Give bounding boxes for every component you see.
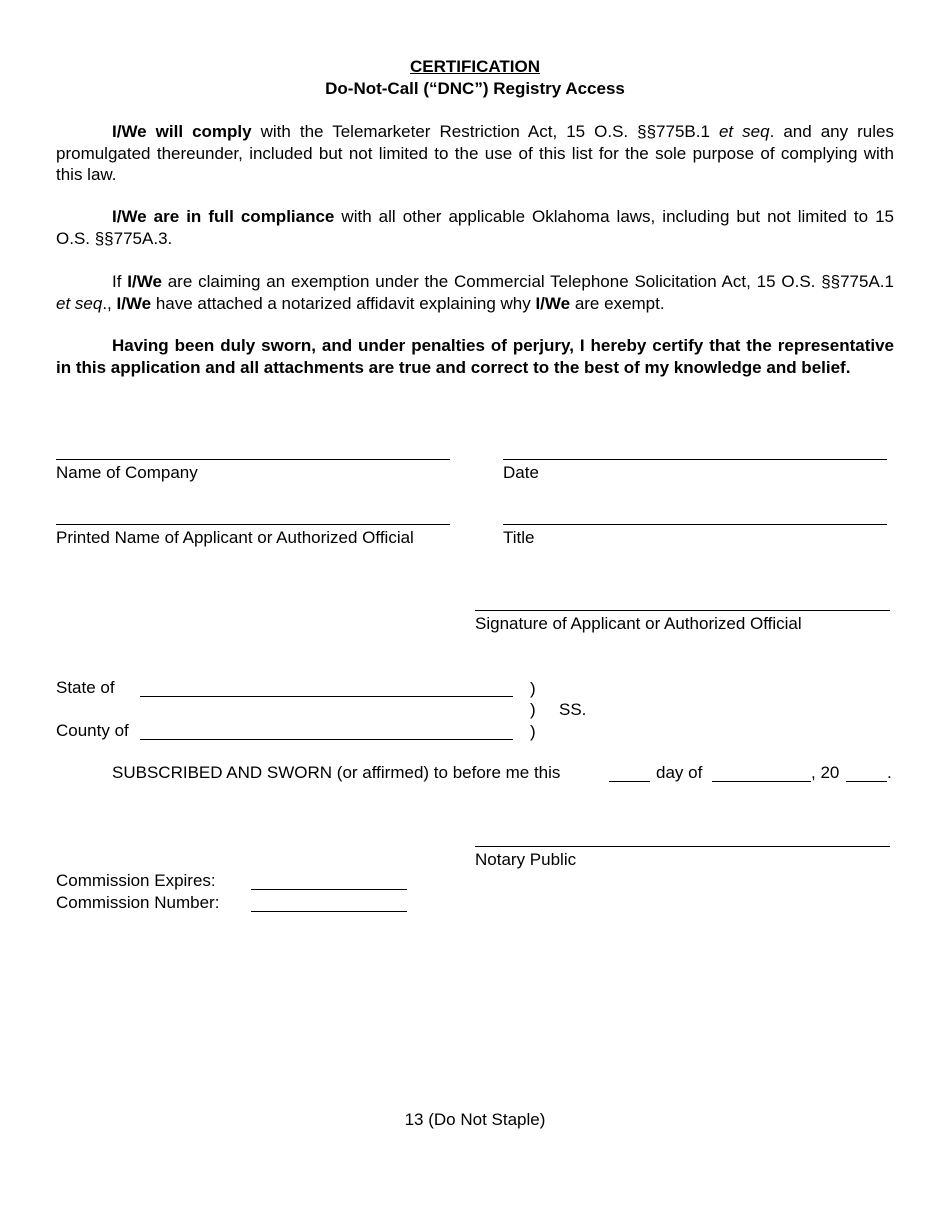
title-line[interactable] (503, 524, 887, 525)
document-subtitle: Do-Not-Call (“DNC”) Registry Access (325, 79, 625, 98)
ss-label: SS. (559, 700, 587, 719)
date-label: Date (503, 463, 539, 482)
commission-number-line[interactable] (251, 911, 407, 912)
page-footer: 13 (Do Not Staple) (404, 1110, 546, 1129)
sworn-year-prefix: , 20 (811, 763, 840, 782)
paragraph-comply: I/We will comply with the Telemarketer Restriction Act, 15 O.S. §§775B.1 et seq. and any rules promulgated thereunder, included but not limited to the use of this list for the sole purpose of complying with this law. (56, 122, 894, 184)
sworn-year-line[interactable] (846, 781, 887, 782)
printed-name-label: Printed Name of Applicant or Authorized Official (56, 528, 414, 547)
company-line[interactable] (56, 459, 450, 460)
signature-label: Signature of Applicant or Authorized Official (475, 614, 802, 633)
printed-name-line[interactable] (56, 524, 450, 525)
notary-line[interactable] (475, 846, 890, 847)
sworn-month-line[interactable] (712, 781, 811, 782)
notary-public-label: Notary Public (475, 850, 577, 869)
bracket-paren-1: ) (530, 679, 536, 698)
sworn-period: . (887, 763, 892, 782)
commission-expires-line[interactable] (251, 889, 407, 890)
title-label: Title (503, 528, 535, 547)
commission-number-label: Commission Number: (56, 893, 220, 912)
bracket-paren-2: ) (530, 700, 536, 719)
county-label: County of (56, 721, 129, 740)
commission-expires-label: Commission Expires: (56, 871, 216, 890)
bracket-paren-3: ) (530, 722, 536, 741)
paragraph-exemption: If I/We are claiming an exemption under the Commercial Telephone Solicitation Act, 15 O.S. §§775A.1 et seq., I/We have attached a notarized affidavit explaining why I/We are exempt. (56, 272, 894, 313)
date-line[interactable] (503, 459, 887, 460)
state-label: State of (56, 678, 115, 697)
sworn-day-of: day of (656, 763, 703, 782)
sworn-text: SUBSCRIBED AND SWORN (or affirmed) to before me this (112, 763, 561, 782)
paragraph-compliance: I/We are in full compliance with all other applicable Oklahoma laws, including but not limited to 15 O.S. §§775A.3. (56, 207, 894, 248)
county-line[interactable] (140, 739, 513, 740)
document-title: CERTIFICATION (409, 57, 540, 76)
company-label: Name of Company (56, 463, 198, 482)
state-line[interactable] (140, 696, 513, 697)
sworn-day-line[interactable] (609, 781, 650, 782)
paragraph-perjury: Having been duly sworn, and under penalties of perjury, I hereby certify that the representative in this application and all attachments are true and correct to the best of my knowledge and belief. (56, 336, 894, 377)
signature-line[interactable] (475, 610, 890, 611)
